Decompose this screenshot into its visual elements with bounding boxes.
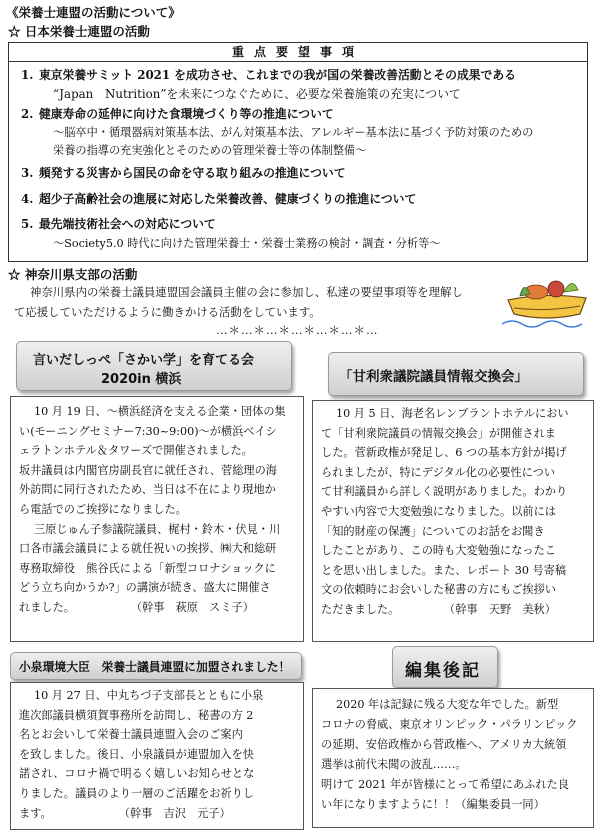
demand-item-5: 5. 最先端技術社会への対応について xyxy=(21,217,216,231)
editorial-box xyxy=(312,688,594,828)
article2-line: て「甘利衆院議員の情報交換会」が開催されま xyxy=(321,426,556,440)
article3-line: りました。議員のより一層のご活躍をお祈りし xyxy=(19,786,254,800)
boat-illustration xyxy=(498,262,594,334)
article2-line: られましたが、特にデジタル化の必要性につい xyxy=(321,465,556,479)
kanagawa-text-2: て応援していただけるように働きかける活動をしています。 xyxy=(14,305,321,319)
article3-line: 名とお会いして栄養士議員連盟入会のご案内 xyxy=(19,728,243,742)
article2-line: 10 月 5 日、海老名レンブラントホテルにおい xyxy=(336,407,569,420)
editorial-body xyxy=(321,695,589,815)
demand-item-2: 2. 健康寿命の延伸に向けた食環境づくり等の推進について xyxy=(21,107,334,121)
article3-box xyxy=(10,682,304,830)
article1-heading xyxy=(16,341,292,391)
editorial-line: 選挙は前代未聞の波乱……。 xyxy=(321,758,467,771)
article1-line: どう立ち向かうか?」の講演が続き、盛大に開催さ xyxy=(19,581,271,595)
article1-line: 坂井議員は内閣官房副長官に就任され、菅総理の海 xyxy=(19,463,277,477)
article3-title: 小泉環境大臣 栄養士議員連盟に加盟されました！ xyxy=(19,660,291,674)
article2-body xyxy=(321,404,589,620)
demand-item-2-sub2: 栄養の指導の充実強化とそのための管理栄養士等の体制整備～ xyxy=(53,144,367,157)
editorial-heading xyxy=(392,646,498,688)
editorial-line: 2020 年は記録に残る大変な年でした。新型 xyxy=(336,698,559,711)
article1-line: 三原じゅん子参議院議員、梶村・鈴木・伏見・川 xyxy=(34,522,281,536)
editorial-line: い年になりますように！！（編集委員一同） xyxy=(321,798,545,811)
article2-line: したことがあり、この時も大変勉強になったこ xyxy=(321,544,556,558)
article1-title-line2: 2020in 横浜 xyxy=(101,372,182,387)
demand-item-4: 4. 超少子高齢社会の進展に対応した栄養改善、健康づくりの推進について xyxy=(21,192,417,206)
article3-line: を致しました。後日、小泉議員が連盟加入を快 xyxy=(19,747,254,761)
demands-title: 重点要望事項 xyxy=(9,43,587,62)
divider-stars: …＊…＊…＊…＊…＊…＊… xyxy=(216,323,379,337)
vegetable-icon xyxy=(564,283,578,292)
kanagawa-text-1: 神奈川県内の栄養士議員連盟国会議員主催の会に参加し、私達の要望事項等を理解し xyxy=(30,285,463,299)
article1-line: 専務取締役 熊谷氏による「新型コロナショックに xyxy=(19,561,276,575)
article1-line: 外訪問に同行されたため、当日は不在により現地か xyxy=(19,483,276,497)
article1-line: れました。 （幹事 萩原 スミ子） xyxy=(19,600,254,614)
article2-line: て甘利議員から詳しく説明がありました。わかり xyxy=(321,485,568,499)
article1-line: ら電話でのご挨拶になりました。 xyxy=(19,502,187,516)
demands-box xyxy=(8,42,588,262)
editorial-line: コロナの脅威、東京オリンピック・パラリンピック xyxy=(321,718,578,731)
article3-body xyxy=(19,686,299,823)
article3-line: ます。 （幹事 吉沢 元子） xyxy=(19,806,231,820)
article2-line: 文の依頼時にお会いした秘書の方にもご挨拶い xyxy=(321,583,556,597)
article1-line: 10 月 19 日、～横浜経済を支える企業・団体の集 xyxy=(34,405,286,418)
article1-line: 口各市議会議員による就任祝いの挨拶、㈱大和総研 xyxy=(19,542,277,556)
crab-icon xyxy=(548,281,564,297)
article2-box xyxy=(312,400,594,642)
article2-line: ただきました。 （幹事 天野 美秋） xyxy=(321,602,556,616)
article3-line: 10 月 27 日、中丸ちづ子支部長とともに小泉 xyxy=(34,689,264,702)
article1-box xyxy=(10,396,304,642)
page-header: 《栄養士連盟の活動について》 xyxy=(6,5,181,20)
editorial-line: の延期、安倍政権から菅政権へ、アメリカ大統領 xyxy=(321,738,567,751)
article3-heading xyxy=(10,652,302,680)
article1-title-line1: 言いだしっぺ「さかい学」を育てる会 xyxy=(33,353,255,368)
editorial-line: 明けて 2021 年が皆様にとって希望にあふれた良 xyxy=(321,778,569,791)
article2-line: とを思い出しました。また、レポート 30 号寄稿 xyxy=(321,563,567,577)
article1-line: い(モーニングセミナー7:30~9:00)～が横浜ベイシ xyxy=(19,424,277,438)
article2-title: 「甘利衆議院議員情報交換会」 xyxy=(339,369,528,385)
article2-line: 「知的財産の保護」についてのお話をお聞き xyxy=(321,524,545,538)
section-kanagawa-heading: ☆ 神奈川県支部の活動 xyxy=(8,267,138,282)
article2-line: した。菅新政権が発足し、6 つの基本方針が掲げ xyxy=(321,446,567,460)
wave-icon xyxy=(502,321,582,327)
demand-item-1: 1. 東京栄養サミット 2021 を成功させ、これまでの我が国の栄養改善活動とその成果である xyxy=(21,68,516,82)
article3-line: 進次郎議員横須賀事務所を訪問し、秘書の方 2 xyxy=(19,708,254,722)
demand-item-2-sub1: ～脳卒中・循環器病対策基本法、がん対策基本法、アレルギー基本法に基づく予防対策のための xyxy=(53,126,534,139)
section-national-heading: ☆ 日本栄養士連盟の活動 xyxy=(8,24,150,39)
article1-line: ェラトンホテル＆タワーズで開催されました。 xyxy=(19,444,253,458)
article2-line: やすい内容で大変勉強になりました。以前には xyxy=(321,504,556,518)
demand-item-5-sub1: ～Society5.0 時代に向けた管理栄養士・栄養士業務の検討・調査・分析等～ xyxy=(53,237,441,250)
editorial-title: 編集後記 xyxy=(405,661,481,681)
article2-heading xyxy=(328,352,584,396)
demand-item-3: 3. 頻発する災害から国民の命を守る取り組みの推進について xyxy=(21,166,346,180)
demand-item-1-cont: “Japan Nutrition”を未来につなぐために、必要な栄養施策の充実について xyxy=(53,87,461,101)
article1-body xyxy=(19,402,299,618)
article3-line: 諾され、コロナ禍で明るく嬉しいお知らせとな xyxy=(19,767,255,781)
